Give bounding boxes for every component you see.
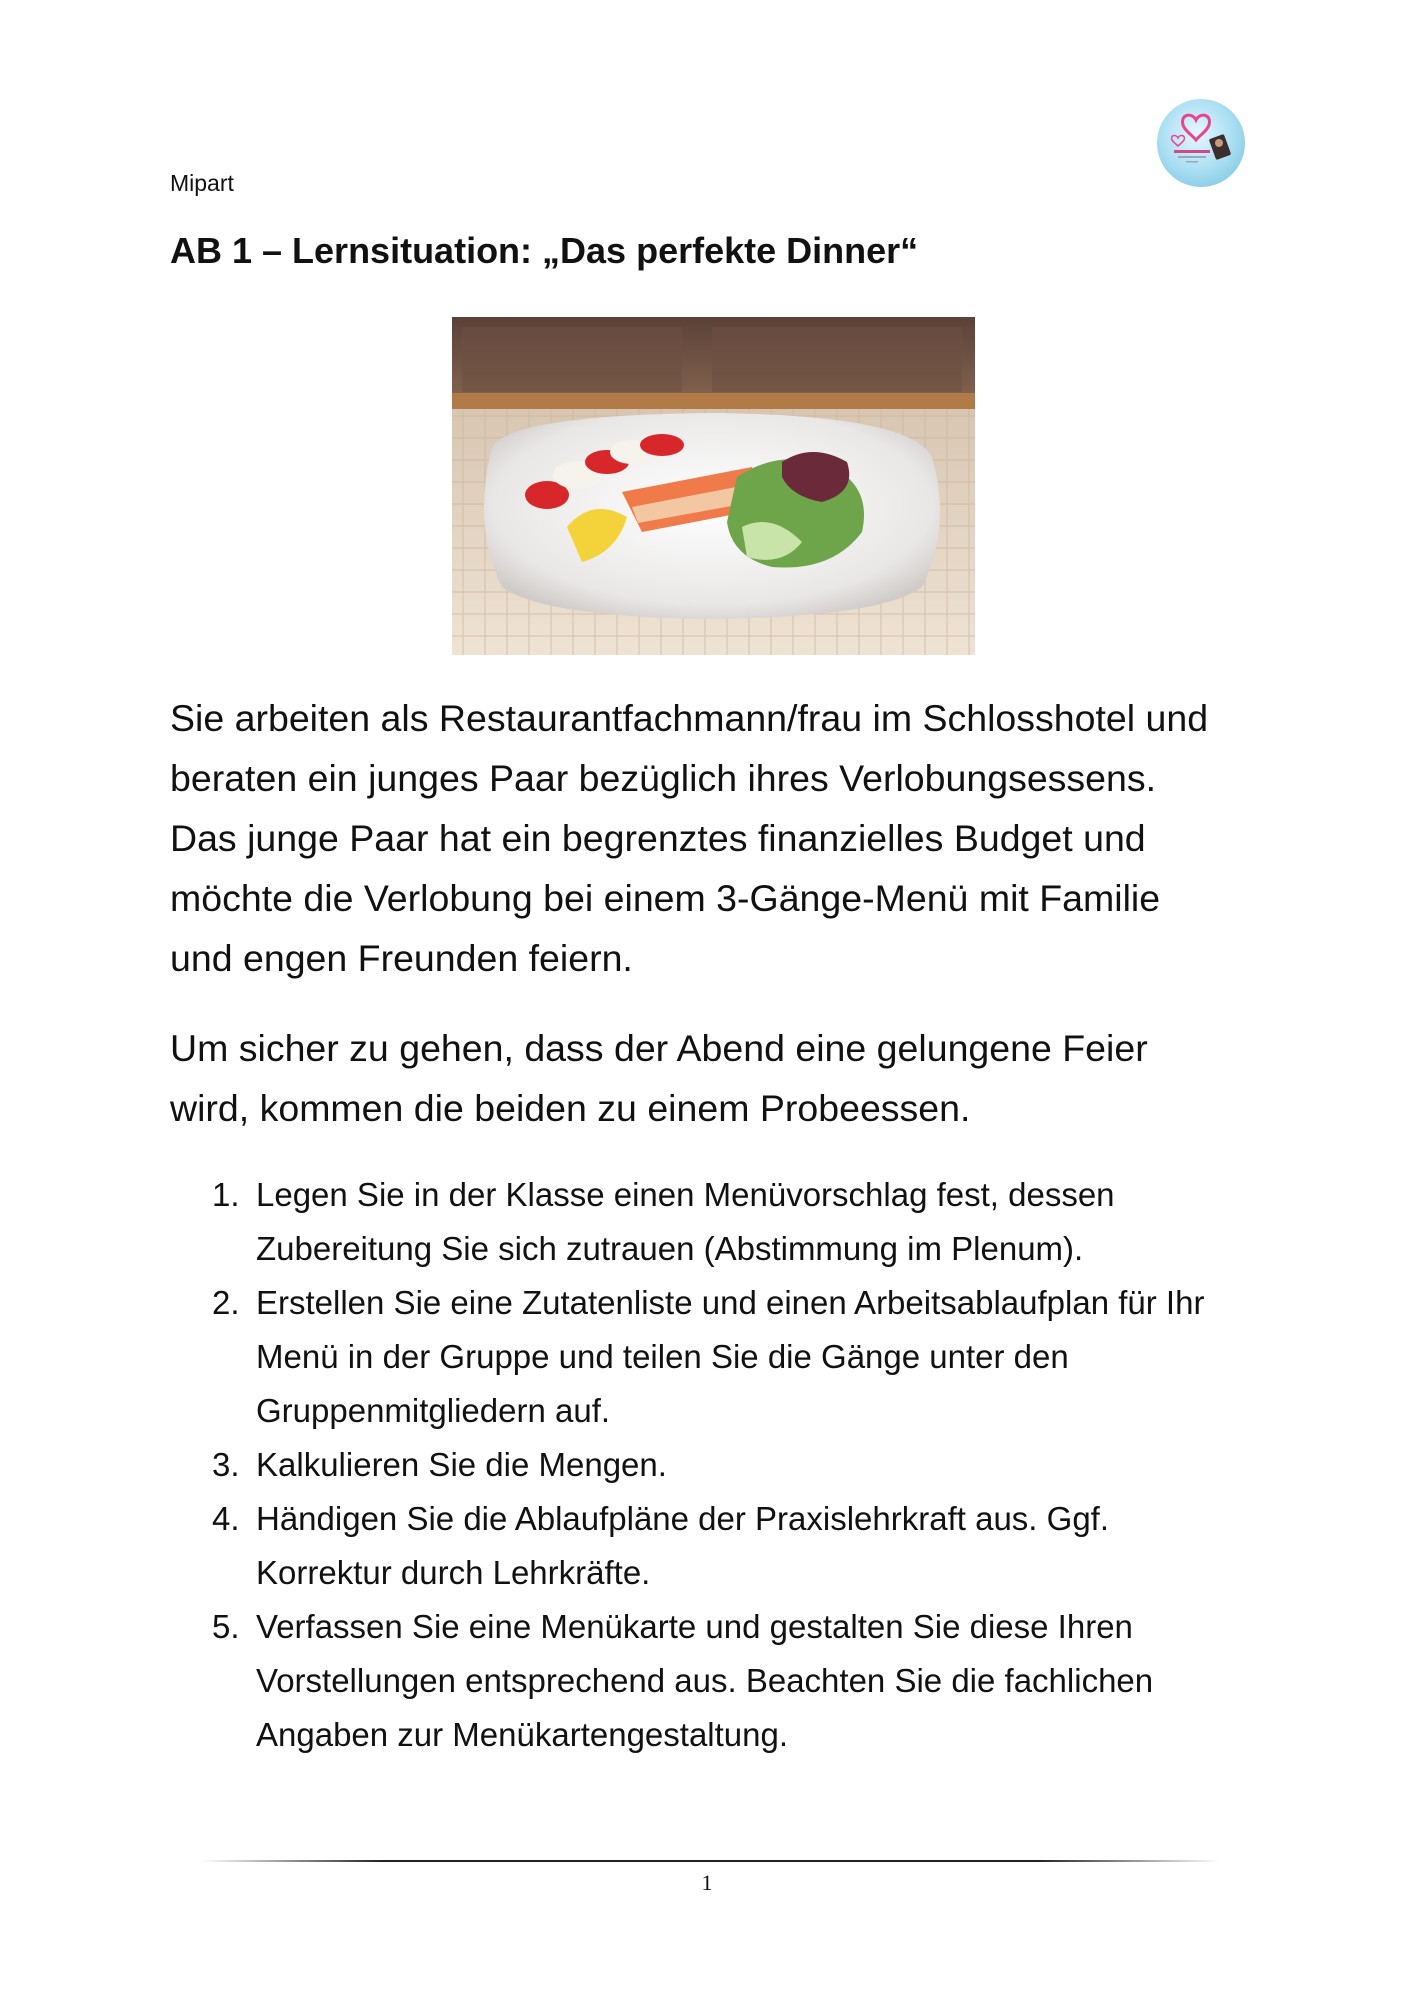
task-text: Kalkulieren Sie die Mengen. [256,1446,667,1483]
list-item [170,1492,1250,1600]
second-paragraph: Um sicher zu gehen, dass der Abend eine gelungene Feier wird, kommen die beiden zu einem Probeessen. [170,1027,1148,1129]
task-number: 4. [212,1500,240,1537]
author-name: Mipart [170,170,234,196]
list-item [170,1168,1250,1276]
list-item [170,1438,1250,1492]
task-number: 5. [212,1608,240,1645]
intro-paragraph: Sie arbeiten als Restaurantfachmann/frau im Schlosshotel und beraten ein junges Paar bezüglich ihres Verlobungsessens. Das junge Paar hat ein begrenztes finanzielles Budget und möchte die Verlobung bei einem 3-Gänge-Menü mit Familie und engen Freunden feiern. [170,697,1209,979]
task-number: 2. [212,1284,240,1321]
task-text: Legen Sie in der Klasse einen Menüvorschlag fest, dessen Zubereitung Sie sich zutrauen (Abstimmung im Plenum). [256,1176,1115,1267]
task-number: 3. [212,1446,240,1483]
plated-dish-photo-icon [452,317,975,655]
heart-logo-icon [1156,98,1246,188]
list-item [170,1276,1250,1438]
list-item [170,1600,1250,1762]
task-text: Verfassen Sie eine Menükarte und gestalten Sie diese Ihren Vorstellungen entsprechend aus. Beachten Sie die fachlichen Angaben zur Menükartengestaltung. [256,1608,1154,1753]
footer-divider [200,1860,1220,1862]
page-number: 1 [701,1870,713,1895]
task-list [170,1168,1250,1762]
task-text: Erstellen Sie eine Zutatenliste und einen Arbeitsablaufplan für Ihr Menü in der Gruppe und teilen Sie die Gänge unter den Gruppenmitgliedern auf. [256,1284,1205,1429]
task-text: Händigen Sie die Ablaufpläne der Praxislehrkraft aus. Ggf. Korrektur durch Lehrkräfte. [256,1500,1110,1591]
page-title: AB 1 – Lernsituation: „Das perfekte Dinner“ [170,230,919,271]
task-number: 1. [212,1176,240,1213]
